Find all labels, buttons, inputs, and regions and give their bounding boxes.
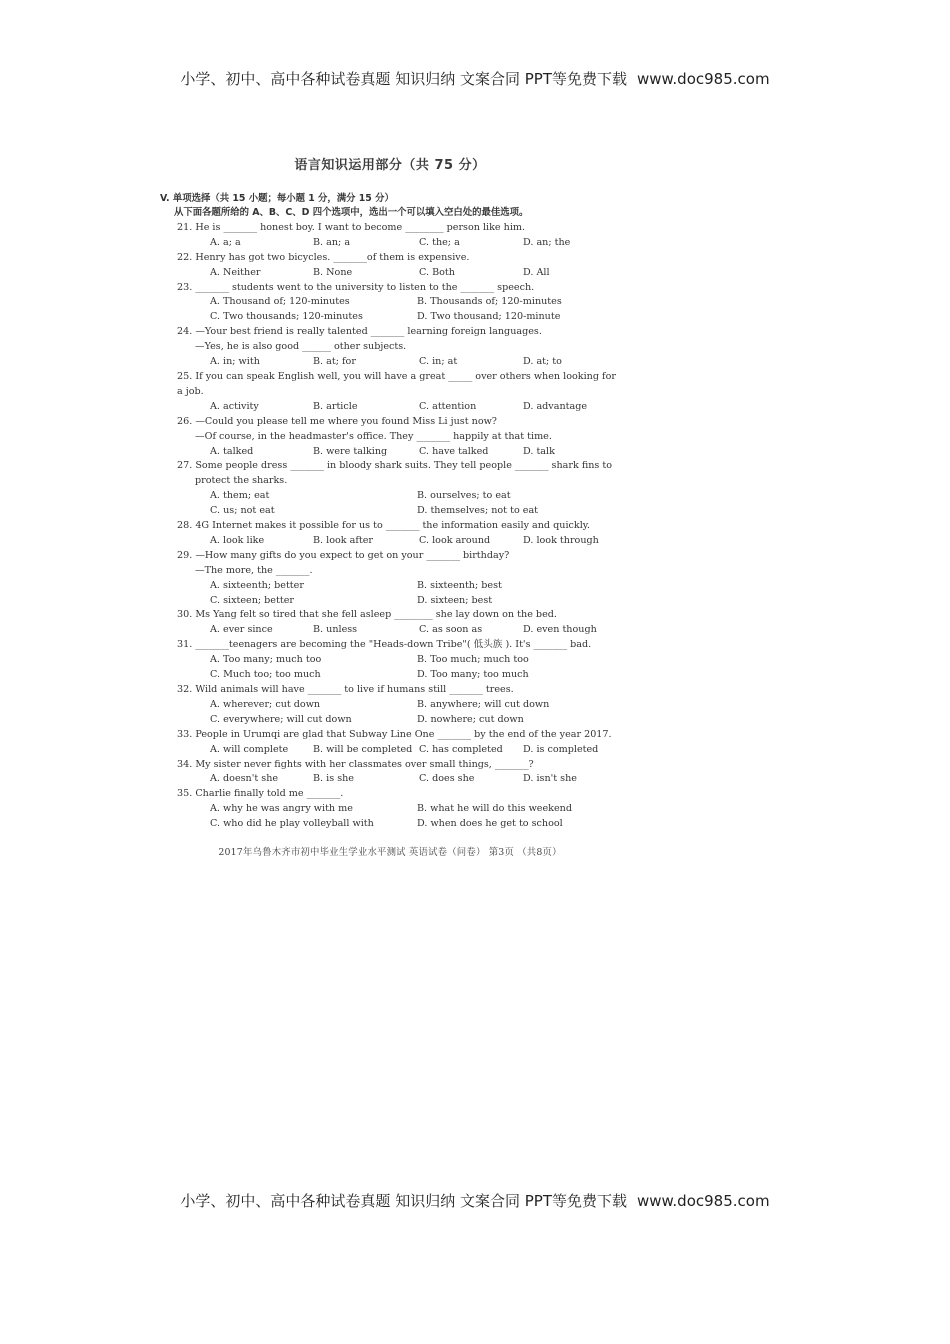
question-stem: 4G Internet makes it possible for us to _______ the information easily and quickly.: [195, 520, 590, 532]
question-number: 33.: [177, 728, 193, 740]
question-text: [177, 758, 620, 773]
answer-option: C. us; not eat: [210, 505, 275, 517]
page-footer: 2017年乌鲁木齐市初中毕业生学业水平测试 英语试卷（问卷） 第3页 （共8页）: [218, 847, 562, 859]
question-stem: People in Urumqi are glad that Subway Line One _______ by the end of the year 2017.: [195, 728, 612, 740]
answer-option: D. nowhere; cut down: [417, 713, 524, 725]
question-text: [177, 728, 620, 743]
question-text: [177, 325, 620, 355]
answer-option: A. Thousand of; 120-minutes: [210, 296, 350, 308]
question-stem: He is _______ honest boy. I want to become ________ person like him.: [195, 221, 526, 233]
answer-options: [210, 295, 620, 325]
question-number: 27.: [177, 460, 193, 472]
question-item: [177, 415, 620, 460]
question-stem: —Could you please tell me where you found Miss Li just now?: [195, 415, 497, 427]
answer-options: [210, 802, 620, 832]
question-stem: Charlie finally told me _______.: [195, 788, 344, 800]
answer-option: A. Neither: [210, 266, 261, 278]
answer-option: C. the; a: [419, 236, 460, 248]
answer-option: C. has completed: [419, 743, 503, 755]
answer-option: A. will complete: [210, 743, 289, 755]
answer-option: A. in; with: [210, 356, 260, 368]
answer-options: [210, 445, 620, 460]
answer-option: A. why he was angry with me: [210, 803, 353, 815]
question-stem: —Your best friend is really talented _______ learning foreign languages.: [195, 326, 542, 338]
banner-text: 小学、初中、高中各种试卷真题 知识归纳 文案合同 PPT等免费下载: [180, 70, 627, 88]
question-continuation: —Of course, in the headmaster's office. They _______ happily at that time.: [195, 430, 552, 442]
question-continuation: —Yes, he is also good ______ other subjects.: [195, 341, 407, 353]
question-item: [177, 638, 620, 683]
answer-option: C. Two thousands; 120-minutes: [210, 311, 363, 323]
answer-options: [210, 266, 620, 281]
question-item: [177, 683, 620, 728]
question-number: 35.: [177, 788, 193, 800]
question-item: [177, 758, 620, 788]
banner-site-link[interactable]: www.doc985.com: [636, 1192, 770, 1210]
banner-text: 小学、初中、高中各种试卷真题 知识归纳 文案合同 PPT等免费下载: [180, 1192, 627, 1210]
question-text: [177, 459, 620, 489]
question-text: [177, 787, 620, 802]
question-item: [177, 787, 620, 832]
question-stem: Henry has got two bicycles. _______of them is expensive.: [195, 251, 470, 263]
answer-option: B. what he will do this weekend: [417, 803, 572, 815]
question-item: [177, 370, 620, 415]
question-stem: Wild animals will have _______ to live if humans still _______ trees.: [195, 684, 514, 695]
answer-option: D. isn't she: [523, 773, 577, 785]
answer-options: [210, 579, 620, 609]
question-continuation: protect the sharks.: [195, 475, 288, 487]
question-item: [177, 728, 620, 758]
section-title: 语言知识运用部分（共 75 分）: [294, 158, 486, 173]
question-number: 24.: [177, 326, 193, 338]
answer-options: [210, 698, 620, 728]
answer-option: A. Too many; much too: [210, 654, 322, 666]
question-text: [177, 415, 620, 445]
question-text: [177, 683, 620, 698]
answer-options: [210, 355, 620, 370]
answer-option: B. sixteenth; best: [417, 579, 502, 591]
answer-options: [210, 772, 620, 787]
question-item: [177, 281, 620, 326]
question-text: [177, 519, 620, 534]
answer-option: D. even though: [523, 624, 597, 636]
answer-option: D. look through: [523, 534, 599, 546]
answer-options: [210, 623, 620, 638]
answer-option: B. ourselves; to eat: [417, 490, 511, 502]
answer-option: D. an; the: [523, 236, 571, 248]
question-number: 34.: [177, 758, 193, 770]
question-text: [177, 281, 620, 296]
answer-option: A. ever since: [210, 624, 273, 636]
answer-option: C. have talked: [419, 445, 489, 457]
answer-option: D. when does he get to school: [417, 818, 563, 830]
question-stem: —How many gifts do you expect to get on your _______ birthday?: [195, 549, 510, 561]
answer-option: D. is completed: [523, 743, 599, 755]
question-item: [177, 459, 620, 519]
section-instruction: 从下面各题所给的 A、B、C、D 四个选项中，选出一个可以填入空白处的最佳选项。: [174, 206, 529, 218]
answer-option: A. activity: [210, 400, 259, 412]
question-number: 28.: [177, 520, 193, 532]
answer-option: A. talked: [210, 445, 254, 457]
question-text: [177, 638, 620, 653]
answer-options: [210, 489, 620, 519]
answer-option: A. look like: [210, 534, 265, 546]
answer-option: D. themselves; not to eat: [417, 505, 539, 517]
exam-page: [160, 155, 620, 861]
question-number: 22.: [177, 251, 193, 263]
question-number: 21.: [177, 221, 193, 233]
question-number: 30.: [177, 609, 193, 621]
question-item: [177, 221, 620, 251]
question-number: 23.: [177, 281, 193, 293]
answer-option: B. look after: [313, 534, 374, 546]
answer-option: D. at; to: [523, 356, 562, 368]
answer-option: B. article: [313, 400, 358, 412]
question-text: [177, 608, 620, 623]
question-item: [177, 325, 620, 370]
answer-option: D. All: [523, 266, 550, 278]
answer-option: C. Both: [419, 266, 455, 278]
question-text: [177, 221, 620, 236]
answer-options: [210, 534, 620, 549]
banner-site-link[interactable]: www.doc985.com: [636, 70, 770, 88]
answer-option: D. sixteen; best: [417, 594, 493, 606]
section-heading: V. 单项选择（共 15 小题；每小题 1 分，满分 15 分）: [160, 192, 394, 204]
question-stem: Ms Yang felt so tired that she fell asleep ________ she lay down on the bed.: [195, 609, 557, 621]
answer-option: C. look around: [419, 534, 491, 546]
answer-option: B. None: [313, 266, 353, 278]
question-stem: My sister never fights with her classmates over small things, _______?: [195, 758, 534, 770]
answer-option: B. Thousands of; 120-minutes: [417, 296, 562, 308]
answer-option: A. them; eat: [210, 490, 270, 502]
question-stem: _______ students went to the university to listen to the _______ speech.: [195, 281, 535, 293]
answer-option: B. Too much; much too: [417, 654, 529, 666]
question-text: [177, 370, 620, 400]
answer-option: A. sixteenth; better: [210, 579, 304, 591]
question-item: [177, 519, 620, 549]
question-number: 29.: [177, 549, 193, 561]
answer-option: B. anywhere; will cut down: [417, 698, 550, 710]
question-stem: _______teenagers are becoming the "Heads-down Tribe"( 低头族 ). It's _______ bad.: [195, 639, 592, 651]
question-text: [177, 251, 620, 266]
question-number: 25.: [177, 370, 193, 382]
answer-option: C. as soon as: [419, 624, 483, 636]
answer-option: D. Two thousand; 120-minute: [417, 311, 561, 323]
question-list: [160, 221, 620, 832]
question-stem: Some people dress _______ in bloody shark suits. They tell people _______ shark fins to: [195, 460, 613, 472]
answer-option: B. an; a: [313, 236, 351, 248]
footer-banner: [0, 1190, 950, 1211]
question-item: [177, 608, 620, 638]
answer-option: D. Too many; too much: [417, 669, 529, 681]
question-stem: If you can speak English well, you will have a great _____ over others when looking for a job.: [177, 370, 619, 397]
question-item: [177, 549, 620, 609]
answer-option: D. talk: [523, 445, 555, 457]
answer-options: [210, 236, 620, 251]
answer-option: D. advantage: [523, 400, 588, 412]
answer-option: C. sixteen; better: [210, 594, 294, 606]
answer-option: C. in; at: [419, 356, 458, 368]
question-number: 31.: [177, 639, 193, 651]
answer-option: A. a; a: [210, 236, 241, 248]
question-continuation: —The more, the _______.: [195, 564, 313, 576]
answer-options: [210, 653, 620, 683]
question-number: 26.: [177, 415, 193, 427]
header-banner: [0, 68, 950, 89]
answer-option: B. is she: [313, 773, 354, 785]
answer-option: C. attention: [419, 400, 477, 412]
answer-option: C. who did he play volleyball with: [210, 818, 374, 830]
question-number: 32.: [177, 684, 193, 695]
answer-option: B. will be completed: [313, 743, 413, 755]
answer-option: B. at; for: [313, 356, 356, 368]
answer-option: A. doesn't she: [210, 773, 279, 785]
answer-option: A. wherever; cut down: [210, 698, 321, 710]
answer-option: C. Much too; too much: [210, 669, 321, 681]
question-text: [177, 549, 620, 579]
answer-option: C. does she: [419, 773, 475, 785]
answer-option: B. were talking: [313, 445, 388, 457]
answer-options: [210, 743, 620, 758]
answer-option: B. unless: [313, 624, 358, 636]
question-item: [177, 251, 620, 281]
answer-options: [210, 400, 620, 415]
answer-option: C. everywhere; will cut down: [210, 713, 352, 725]
